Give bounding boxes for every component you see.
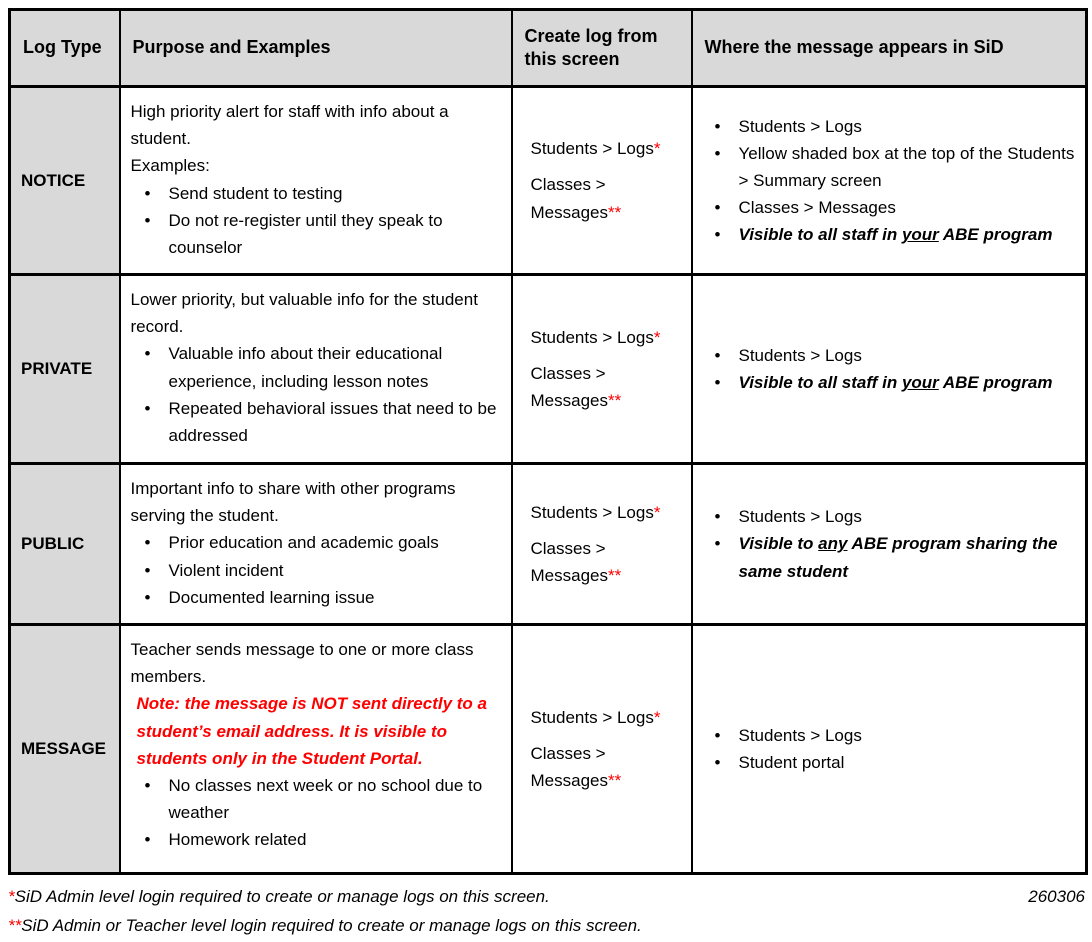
text-segment: *	[653, 707, 661, 727]
log-table-body	[10, 87, 1087, 874]
log-type-cell: MESSAGE	[10, 625, 120, 874]
bullet-item	[711, 749, 1080, 776]
text-segment: Examples:	[130, 156, 210, 176]
text-segment: Documented learning issue	[168, 587, 375, 607]
text-segment: **	[607, 566, 622, 586]
text-segment: Repeated behavioral issues that need to be addressed	[168, 398, 497, 445]
text-segment: Valuable info about their educational experience, including lesson notes	[168, 344, 443, 391]
bullet-list-purpose	[131, 772, 503, 854]
create-from-cell	[512, 87, 692, 275]
text-segment: your	[901, 225, 939, 245]
text-segment: **	[607, 771, 622, 791]
text-segment: Students > Logs	[738, 725, 862, 745]
bullet-item	[711, 342, 1080, 369]
bullet-item	[141, 584, 503, 611]
bullet-list-appears	[701, 113, 1080, 249]
text-segment: Classes > Messages	[530, 538, 608, 586]
header-log-type: Log Type	[10, 10, 120, 87]
text-segment: Students > Logs	[530, 502, 654, 522]
screen-path	[531, 499, 685, 526]
footnote-admin-text-wrap	[8, 883, 550, 912]
create-from-cell	[512, 464, 692, 625]
double-asterisk-marker: **	[8, 915, 22, 935]
bullet-item	[141, 340, 503, 394]
asterisk-marker: *	[8, 887, 15, 906]
text-segment: Important info to share with other programs serving the student.	[130, 479, 456, 526]
screen-path	[531, 171, 685, 225]
table-row	[10, 87, 1087, 275]
text-segment: Teacher sends message to one or more class members.	[130, 640, 474, 687]
purpose-cell	[120, 87, 512, 275]
log-type-cell: NOTICE	[10, 87, 120, 275]
text-segment: Prior education and academic goals	[168, 533, 439, 553]
log-types-table	[8, 8, 1088, 875]
text-segment: Students > Logs	[530, 139, 654, 159]
bullet-item	[141, 395, 503, 449]
text-segment: No classes next week or no school due to weather	[168, 775, 483, 823]
text-segment: **	[607, 391, 622, 411]
text-segment: Classes > Messages	[738, 198, 896, 218]
text-segment: Violent incident	[168, 560, 284, 580]
purpose-cell	[120, 464, 512, 625]
table-row	[10, 625, 1087, 874]
bullet-item	[141, 180, 503, 207]
text-segment: Classes > Messages	[530, 363, 608, 411]
header-purpose-examples: Purpose and Examples	[120, 10, 512, 87]
footnote-admin-teacher-text-wrap	[8, 912, 642, 941]
screen-path	[531, 360, 685, 414]
bullet-item	[141, 772, 503, 826]
header-create-log-from: Create log from this screen	[512, 10, 692, 87]
bullet-item	[711, 194, 1080, 221]
log-type-cell: PRIVATE	[10, 275, 120, 464]
create-from-cell	[512, 275, 692, 464]
text-segment: Yellow shaded box at the top of the Students > Summary screen	[738, 143, 1075, 190]
bullet-item	[711, 113, 1080, 140]
bullet-item	[141, 557, 503, 584]
bullet-item	[711, 530, 1080, 584]
where-appears-cell	[692, 275, 1087, 464]
table-row	[10, 464, 1087, 625]
log-type-cell: PUBLIC	[10, 464, 120, 625]
where-appears-cell	[692, 87, 1087, 275]
text-segment: Visible to	[738, 534, 819, 554]
text-line	[131, 152, 503, 179]
bullet-list-purpose	[131, 180, 503, 262]
text-segment: *	[653, 139, 661, 159]
text-segment: ABE program sharing the same student	[738, 534, 1058, 581]
bullet-item	[711, 221, 1080, 248]
text-segment: Classes > Messages	[530, 743, 608, 791]
text-segment: Students > Logs	[530, 327, 654, 347]
where-appears-cell	[692, 464, 1087, 625]
text-segment: any	[818, 534, 848, 554]
bullet-item	[141, 826, 503, 853]
footnote-admin-text: SiD Admin level login required to create or manage logs on this screen.	[14, 887, 550, 906]
screen-path	[531, 740, 685, 794]
footnote-admin-teacher	[8, 912, 1085, 941]
text-segment: Classes > Messages	[530, 175, 608, 222]
text-segment: High priority alert for staff with info about a student.	[130, 102, 449, 149]
table-row	[10, 275, 1087, 464]
text-segment: **	[607, 202, 622, 222]
bullet-list-appears	[701, 342, 1080, 396]
screen-path	[531, 324, 685, 351]
screen-path	[531, 535, 685, 589]
where-appears-cell	[692, 625, 1087, 874]
text-line	[131, 475, 503, 529]
bullet-item	[711, 503, 1080, 530]
bullet-list-purpose	[131, 529, 503, 611]
text-line	[131, 636, 503, 690]
footnote-admin	[8, 883, 1085, 912]
bullet-item	[711, 140, 1080, 194]
screen-path	[531, 704, 685, 731]
text-segment: Students > Logs	[738, 507, 862, 527]
footnotes	[8, 883, 1085, 940]
bullet-list-appears	[701, 722, 1080, 776]
text-line	[131, 98, 503, 152]
text-line	[131, 690, 503, 772]
screen-path	[531, 135, 685, 162]
bullet-item	[141, 207, 503, 261]
bullet-list-appears	[701, 503, 1080, 585]
text-segment: *	[653, 502, 661, 522]
text-segment: Homework related	[168, 830, 307, 850]
text-segment: Send student to testing	[168, 183, 343, 203]
text-segment: Visible to all staff in	[738, 225, 902, 245]
bullet-item	[711, 722, 1080, 749]
create-from-cell	[512, 625, 692, 874]
purpose-cell	[120, 625, 512, 874]
document-number: 260306	[1028, 887, 1085, 906]
header-where-appears: Where the message appears in SiD	[692, 10, 1087, 87]
text-segment: Do not re-register until they speak to counselor	[168, 210, 443, 257]
footnote-admin-teacher-text: SiD Admin or Teacher level login required to create or manage logs on this screen.	[21, 915, 642, 935]
text-segment: Students > Logs	[738, 116, 862, 136]
text-segment: ABE program	[938, 373, 1053, 392]
purpose-cell	[120, 275, 512, 464]
text-segment: your	[901, 373, 939, 392]
text-segment: ABE program	[938, 225, 1053, 245]
text-segment: Note: the message is NOT sent directly to a student’s email address. It is visible to students only in the Student Portal.	[136, 694, 487, 768]
text-line	[131, 286, 503, 340]
text-segment: Students > Logs	[530, 707, 654, 727]
bullet-item	[711, 369, 1080, 396]
text-segment: Students > Logs	[738, 345, 862, 365]
text-segment: Lower priority, but valuable info for the student record.	[130, 290, 478, 337]
bullet-list-purpose	[131, 340, 503, 449]
bullet-item	[141, 529, 503, 556]
text-segment: *	[653, 327, 661, 347]
header-row	[10, 10, 1087, 87]
text-segment: Visible to all staff in	[738, 373, 902, 392]
text-segment: Student portal	[738, 753, 845, 772]
